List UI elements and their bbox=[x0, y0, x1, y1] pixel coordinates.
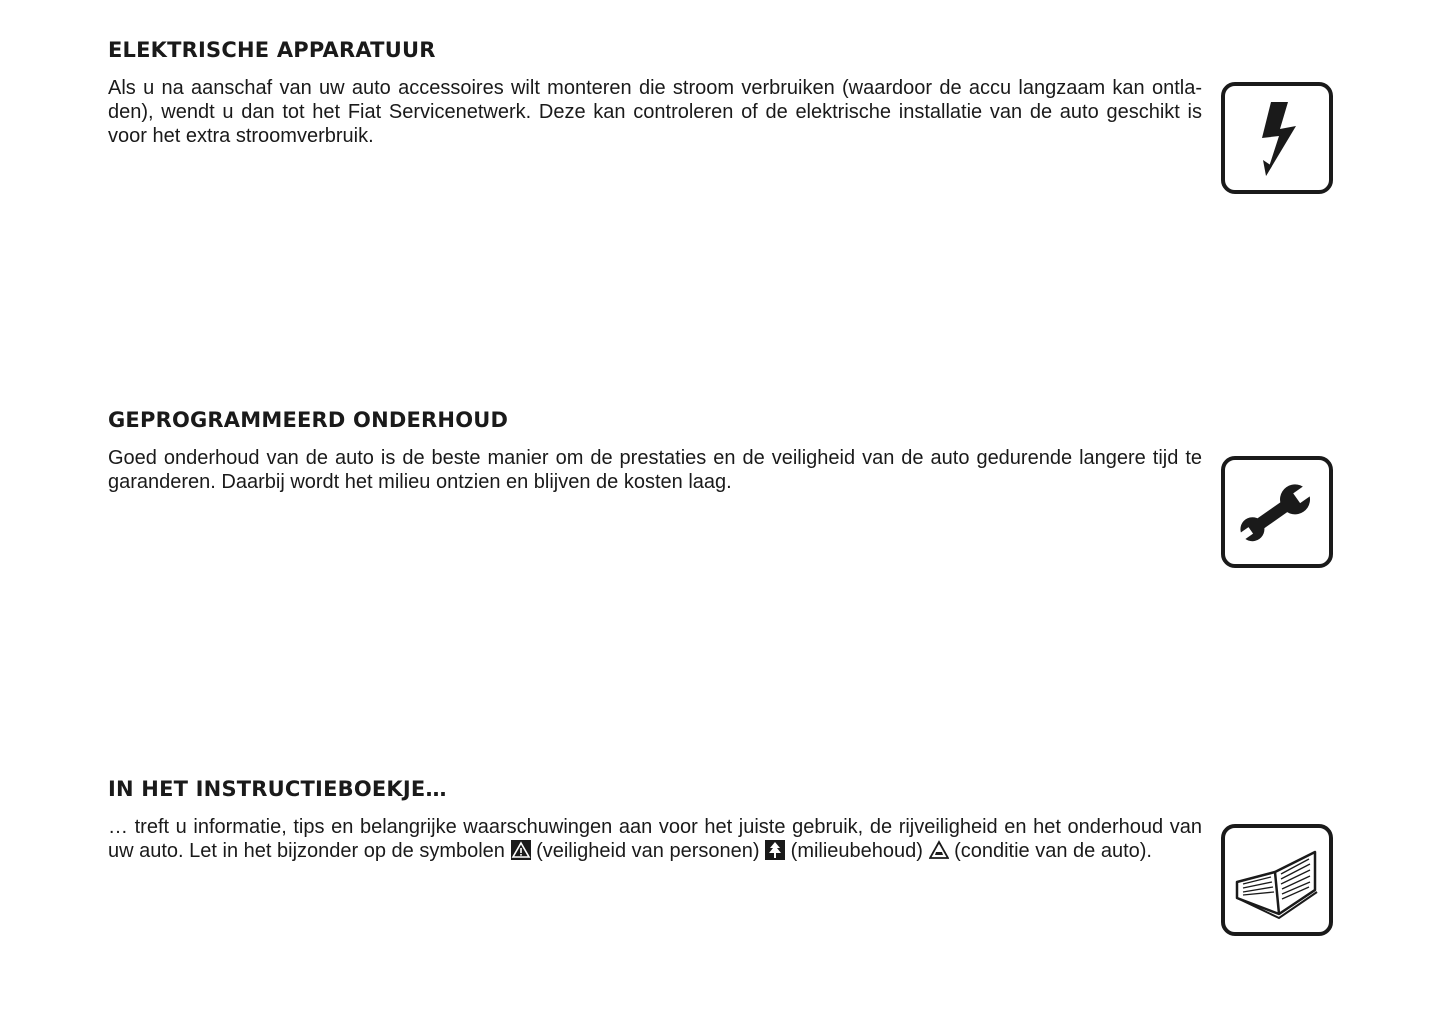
vehicle-warning-icon bbox=[929, 840, 949, 860]
text-part-4: (conditie van de auto). bbox=[954, 840, 1152, 862]
section-text: Als u na aanschaf van uw auto accessoires wilt monteren die stroom verbruiken (waardoor de accu langzaam kan ontla-den), wendt u dan tot het Fiat Servicenetwerk. Deze kan controleren of de elektrische installatie van de auto geschikt is voor het extra stroomverbruik. bbox=[108, 77, 1202, 147]
section-scheduled-maintenance bbox=[108, 408, 1202, 494]
section-heading: GEPROGRAMMEERD ONDERHOUD bbox=[108, 408, 509, 432]
section-heading: ELEKTRISCHE APPARATUUR bbox=[108, 38, 436, 62]
section-text: Goed onderhoud van de auto is de beste manier om de prestaties en de veiligheid van de auto gedurende langere tijd te garanderen. Daarbij wordt het milieu ontzien en blijven de kosten laag. bbox=[108, 447, 1202, 493]
section-electrical-equipment bbox=[108, 38, 1202, 148]
environment-icon bbox=[765, 840, 785, 860]
warning-person-icon bbox=[511, 840, 531, 860]
wrench-icon bbox=[1221, 456, 1333, 568]
section-heading: IN HET INSTRUCTIEBOEKJE… bbox=[108, 777, 447, 801]
section-text bbox=[108, 815, 1202, 863]
text-part-1: … treft u informatie, tips en belangrijke waarschuwingen aan voor het juiste gebruik, de rijveiligheid en het onderhoud van uw auto. Let in het bijzonder op de symbolen bbox=[108, 816, 1202, 862]
lightning-icon bbox=[1221, 82, 1333, 194]
open-book-icon bbox=[1221, 824, 1333, 936]
text-part-2: (veiligheid van personen) bbox=[536, 840, 760, 862]
text-part-3: (milieubehoud) bbox=[790, 840, 923, 862]
section-in-the-manual bbox=[108, 777, 1202, 863]
